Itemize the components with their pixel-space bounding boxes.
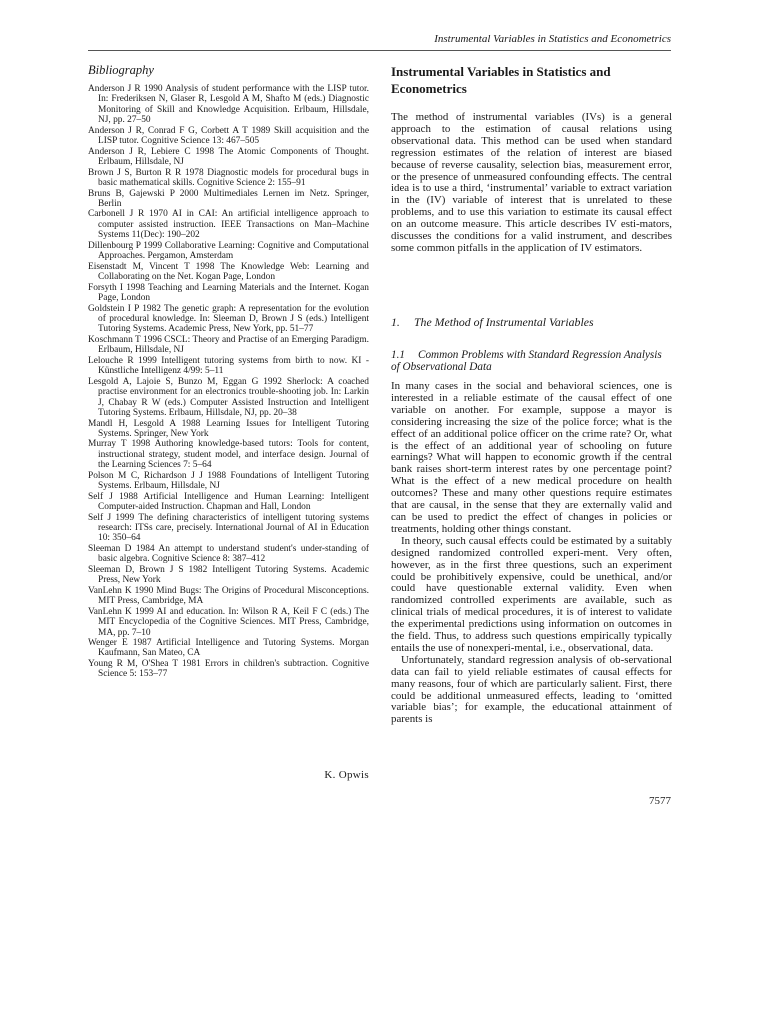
subsection-heading xyxy=(391,349,672,373)
bibliography-entry: Sleeman D, Brown J S 1982 Intelligent Tutoring Systems. Academic Press, New York xyxy=(88,564,369,586)
body-paragraph: In theory, such causal effects could be estimated by a suitably designed randomized controlled experi-ment. Very often, however, as in the first three questions, such an experiment could be prohibitively expensive, could be unethical, and/or could have questionable external validity. Even when randomized controlled experiments are available, such as clinical trials of medical procedures, it is of interest to validate the experimental predictions using information on outcomes in the field. Thus, to address such questions empirically typically entails the use of nonexperi-mental, i.e., observational, data. xyxy=(391,534,672,654)
bibliography-entry: Mandl H, Lesgold A 1988 Learning Issues for Intelligent Tutoring Systems. Springer, New York xyxy=(88,418,369,439)
body-paragraph: In many cases in the social and behavioral sciences, one is interested in a reliable estimate of the causal effect of one variable on another. For example, suppose a mayor is considering increasing the size of the police force; what is the effect of an additional police officer on the crime rate? Or, what is the effect of an additional year of schooling on future earnings? What will happen to economic growth if the central bank raises short-term interest rates by one percentage point? What is the effect of a new medical procedure on health outcomes? These and many other questions require estimates that are causal, in the sense that they are externally valid and can be used to predict the effect of changes in policies or treatments, holding other things constant. xyxy=(391,380,672,535)
section-title: The Method of Instrumental Variables xyxy=(414,315,594,329)
bibliography-entry: Polson M C, Richardson J J 1988 Foundations of Intelligent Tutoring Systems. Erlbaum, Hillsdale, NJ xyxy=(88,470,369,492)
bibliography-entry: Self J 1999 The defining characteristics of intelligent tutoring systems research: ITSs care, precisely. International Journal of AI in Education 10: 350–64 xyxy=(88,512,369,544)
bibliography-entry: Anderson J R, Lebiere C 1998 The Atomic Components of Thought. Erlbaum, Hillsdale, NJ xyxy=(88,146,369,168)
bibliography-heading: Bibliography xyxy=(88,63,154,77)
page-number: 7577 xyxy=(649,795,671,807)
bibliography-entry: VanLehn K 1990 Mind Bugs: The Origins of Procedural Misconceptions. MIT Press, Cambridge, MA xyxy=(88,585,369,607)
bibliography-entry: Dillenbourg P 1999 Collaborative Learning: Cognitive and Computational Approaches. Pergamon, Amsterdam xyxy=(88,240,369,262)
header-rule xyxy=(88,50,671,51)
section-number: 1. xyxy=(391,315,400,329)
bibliography-list xyxy=(88,84,369,680)
right-column xyxy=(391,63,672,726)
bibliography-entry: Anderson J R, Conrad F G, Corbett A T 1989 Skill acquisition and the LISP tutor. Cognitive Science 13: 467–505 xyxy=(88,125,369,147)
bibliography-entry: Lesgold A, Lajoie S, Bunzo M, Eggan G 1992 Sherlock: A coached practise environment for an electronics trouble-shooting job. In: Larkin J, Chabay R W (eds.) Computer Assisted Instruction and Intelligent Tutoring Systems. Erlbaum, Hillsdale, NJ, pp. 20–38 xyxy=(88,376,369,419)
body-paragraph: Unfortunately, standard regression analysis of ob-servational data can fail to yield reliable estimates of causal effects for many reasons, four of which are particularly salient. First, there could be additional unmeasured effects, leading to ‘omitted variable bias’; for example, the educational attainment of parents is xyxy=(391,653,672,726)
bibliography-entry: Self J 1988 Artificial Intelligence and Human Learning: Intelligent Computer-aided Instruction. Chapman and Hall, London xyxy=(88,491,369,513)
left-column xyxy=(88,63,369,680)
bibliography-entry: Young R M, O'Shea T 1981 Errors in children's subtraction. Cognitive Science 5: 153–77 xyxy=(88,658,369,680)
subsection-number: 1.1 xyxy=(391,349,405,361)
bibliography-entry: Lelouche R 1999 Intelligent tutoring systems from birth to now. KI - Künstliche Intelligenz 4/99: 5–11 xyxy=(88,355,369,377)
bibliography-entry: Murray T 1998 Authoring knowledge-based tutors: Tools for content, instructional strategy, student model, and interface design. Journal of the Learning Sciences 7: 5–64 xyxy=(88,439,369,471)
article-title: Instrumental Variables in Statistics and Econometrics xyxy=(391,64,611,96)
bibliography-entry: Anderson J R 1990 Analysis of student performance with the LISP tutor. In: Frederiksen N, Glaser R, Lesgold A M, Shafto M (eds.) Diagnostic Monitoring of Skill and Knowledge Acquisition. Erlbaum, Hillsdale, NJ, pp. 27–50 xyxy=(88,84,369,126)
article-author: K. Opwis xyxy=(324,769,369,781)
article-abstract: The method of instrumental variables (IVs) is a general approach to the estimation of causal relations using observational data. This method can be used when standard regression estimates of the relation of interest are biased because of reverse causality, selection bias, measurement error, or the presence of unmeasured confounding effects. The central idea is to use a third, ‘instrumental’ variable to extract variation in the (IV) variable of interest that is unrelated to these problems, and to use this variation to estimate its causal effect on an outcome measure. This article describes IV esti-mators, discusses the conditions for a valid instrument, and describes some common pitfalls in the application of IV estimators. xyxy=(391,111,672,254)
bibliography-entry: Koschmann T 1996 CSCL: Theory and Practise of an Emerging Paradigm. Erlbaum, Hillsdale, NJ xyxy=(88,334,369,356)
bibliography-entry: Wenger E 1987 Artificial Intelligence and Tutoring Systems. Morgan Kaufmann, San Mateo, CA xyxy=(88,638,369,659)
section-heading xyxy=(391,315,594,330)
bibliography-entry: Carbonell J R 1970 AI in CAI: An artificial intelligence approach to computer assisted instruction. IEEE Transactions on Man–Machine Systems 11(Dec): 190–202 xyxy=(88,209,369,241)
bibliography-entry: Bruns B, Gajewski P 2000 Multimediales Lernen im Netz. Springer, Berlin xyxy=(88,188,369,209)
body-text xyxy=(391,381,672,726)
bibliography-entry: Sleeman D 1984 An attempt to understand student's under-standing of basic algebra. Cognitive Science 8: 387–412 xyxy=(88,543,369,565)
subsection-title: Common Problems with Standard Regression Analysis of Observational Data xyxy=(391,349,662,373)
bibliography-entry: Forsyth I 1998 Teaching and Learning Materials and the Internet. Kogan Page, London xyxy=(88,282,369,304)
running-head: Instrumental Variables in Statistics and Econometrics xyxy=(434,33,671,45)
bibliography-entry: Eisenstadt M, Vincent T 1998 The Knowledge Web: Learning and Collaborating on the Net. Kogan Page, London xyxy=(88,261,369,283)
bibliography-entry: VanLehn K 1999 AI and education. In: Wilson R A, Keil F C (eds.) The MIT Encyclopedia of the Cognitive Sciences. MIT Press, Cambridge, MA, pp. 7–10 xyxy=(88,606,369,638)
bibliography-entry: Goldstein I P 1982 The genetic graph: A representation for the evolution of procedural knowledge. In: Sleeman D, Brown J S (eds.) Intelligent Tutoring Systems. Academic Press, New York, pp. 51–77 xyxy=(88,303,369,335)
bibliography-entry: Brown J S, Burton R R 1978 Diagnostic models for procedural bugs in basic mathematical skills. Cognitive Science 2: 155–91 xyxy=(88,167,369,189)
